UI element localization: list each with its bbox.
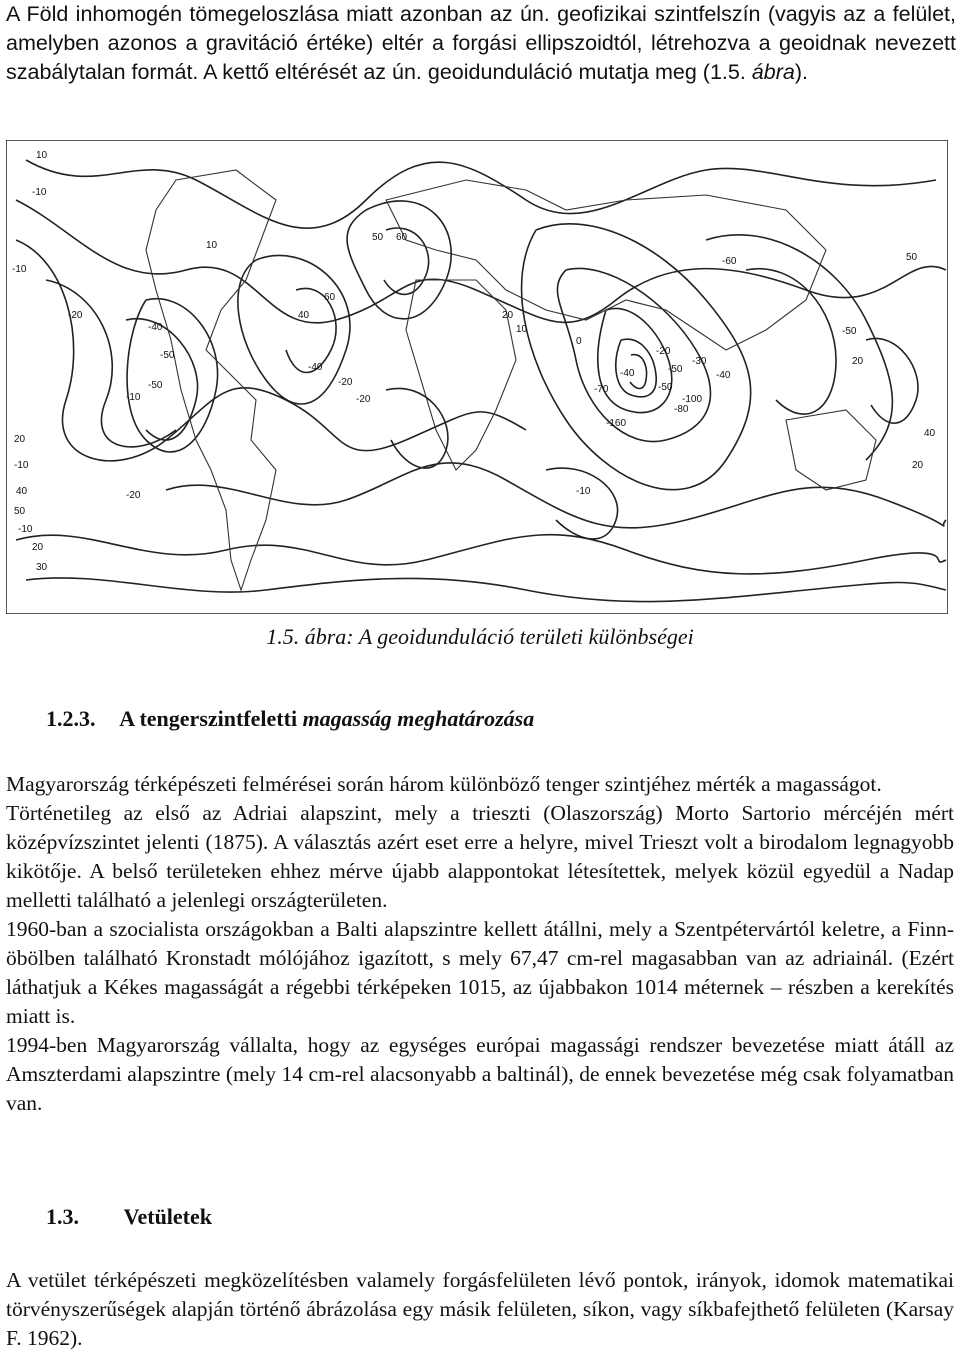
- contour-label: -20: [356, 394, 371, 405]
- contour-label: -20: [68, 310, 83, 321]
- contour-label: 20: [502, 310, 514, 321]
- body-text-block: [6, 770, 954, 1118]
- paragraph: 1994-ben Magyarország vállalta, hogy az egységes európai magassági rendszer bevezetése miatt átáll az Amszterdami alapszintre (mely 14 cm-rel alacsonyabb a baltinál), de ennek bevezetése még csak folyamatban van.: [6, 1033, 954, 1115]
- contour-label: 60: [324, 292, 336, 303]
- paragraph: A vetület térképészeti megközelítésben valamely forgásfelületen lévő pontok, irányok, idomok matematikai törvényszerűségek alapján történő ábrázolása egy másik felületen, síkon, vagy síkbafejthető felületen (Karsay F. 1962).: [6, 1268, 954, 1350]
- contour-label: 20: [32, 542, 44, 553]
- figure-caption: 1.5. ábra: A geoidunduláció területi különbségei: [266, 624, 694, 649]
- paragraph: Magyarország térképészeti felmérései során három különböző tenger szintjéhez mérték a magasságot.: [6, 772, 882, 796]
- contour-label: 20: [852, 356, 864, 367]
- contour-label: -10: [18, 524, 33, 535]
- contour-label: -30: [692, 356, 707, 367]
- section-title: Vetületek: [123, 1204, 213, 1229]
- contour-label: 40: [298, 310, 310, 321]
- contour-label: -40: [620, 368, 635, 379]
- section-title: A tengerszintfeletti: [119, 706, 303, 731]
- contour-label: -20: [656, 346, 671, 357]
- contour-label: -70: [594, 384, 609, 395]
- contour-label: -10: [14, 460, 29, 471]
- section-number: 1.2.3.: [46, 706, 96, 731]
- contour-label: 10: [206, 240, 218, 251]
- contour-label: 50: [14, 506, 26, 517]
- section-title-italic: magasság meghatározása: [302, 706, 535, 731]
- contour-label: 10: [36, 150, 48, 161]
- contour-label: -10: [32, 187, 47, 198]
- contour-label: 10: [516, 324, 528, 335]
- contour-label: -80: [674, 404, 689, 415]
- contour-label: -10: [126, 392, 141, 403]
- section-number: 1.3.: [46, 1204, 79, 1229]
- paragraph: Történetileg az első az Adriai alapszint, mely a trieszti (Olaszország) Morto Sartorio mércéjén mért középvízszintet jelenti (1875). A választás azért eset erre a helyre, mivel Trieszt volt a birodalom legnagyobb kikötője. A belső területeken ehhez mérve újabb alappontokat létesítettek, melyek közül egyedül a Nadap melletti található a jelenlegi országterületen.: [6, 801, 954, 912]
- section-heading-1-2-3: [46, 706, 534, 732]
- contour-label: -160: [606, 418, 627, 429]
- contour-label: -40: [308, 362, 323, 373]
- contour-label: -50: [148, 380, 163, 391]
- contour-label: -10: [12, 264, 27, 275]
- contour-label: 50: [372, 232, 384, 243]
- contour-label: 60: [396, 232, 408, 243]
- contour-label: -100: [682, 394, 703, 405]
- paragraph: 1960-ban a szocialista országokban a Balti alapszintre kellett átállni, mely a Szentpétervártól keletre, a Finn-öbölben található Kronstadt mólójához igazított, s mely 67,47 cm-rel magasabban van az adriainál. (Ezért láthatjuk a Kékes magasságát a régebbi térképeken 1015, az újabbakon 1014 méternek – részben a kerekítés miatt is.: [6, 917, 954, 1028]
- section-heading-1-3: [46, 1204, 212, 1230]
- contour-label: -50: [842, 326, 857, 337]
- contour-label: -60: [722, 256, 737, 267]
- contour-label: 20: [912, 460, 924, 471]
- intro-paragraph: [6, 0, 956, 87]
- contour-label: 20: [14, 434, 26, 445]
- intro-text: A Föld inhomogén tömegeloszlása miatt azonban az ún. geofizikai szintfelszín (vagyis az a felület, amelyben azonos a gravitáció értéke) eltér a forgási ellipszoidtól, létrehozva a geoidnak nevezett szabálytalan formát. A kettő eltérését az ún. geoidunduláció mutatja meg: [6, 2, 956, 84]
- contour-label: -20: [338, 377, 353, 388]
- contour-label: -40: [716, 370, 731, 381]
- contour-label: 30: [36, 562, 48, 573]
- contour-label: -40: [148, 322, 163, 333]
- contour-label: 50: [906, 252, 918, 263]
- contour-label: 0: [576, 336, 582, 347]
- figure-reference: (1.5. ábra).: [702, 60, 808, 84]
- contour-label: -20: [126, 490, 141, 501]
- contour-label: -50: [658, 382, 673, 393]
- geoid-undulation-map: [6, 140, 948, 614]
- contour-label: -50: [668, 364, 683, 375]
- contour-label: -10: [576, 486, 591, 497]
- closing-paragraph: [6, 1266, 954, 1353]
- contour-label: -50: [160, 350, 175, 361]
- contour-label: 40: [16, 486, 28, 497]
- contour-label: 40: [924, 428, 936, 439]
